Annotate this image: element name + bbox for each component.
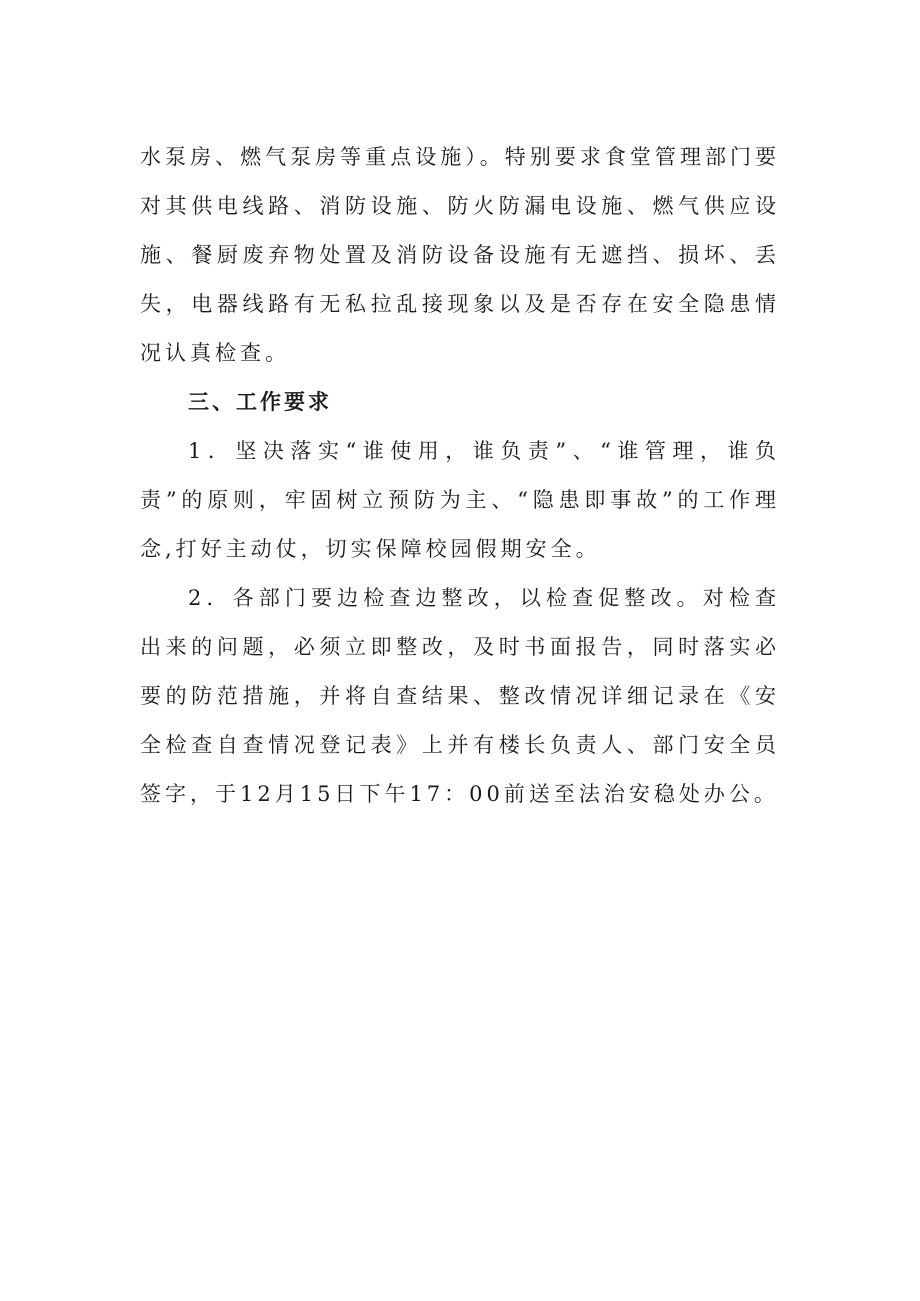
requirement-item-2: 2．各部门要边检查边整改，以检查促整改。对检查出来的问题，必须立即整改，及时书面报告，同时落实必要的防范措施，并将自查结果、整改情况详细记录在《安全检查自查情况登记表》上并有楼长负责人、部门安全员签字，于12月15日下午17：00前送至法治安稳处办公。 [140,586,780,806]
section-heading: 三、工作要求 [188,390,332,414]
continuation-paragraph: 水泵房、燃气泵房等重点设施）。特别要求食堂管理部门要对其供电线路、消防设施、防火防漏电设施、燃气供应设施、餐厨废弃物处置及消防设备设施有无遮挡、损坏、丢失，电器线路有无私拉乱接现象以及是否存在安全隐患情况认真检查。 [140,145,780,365]
document-body [140,133,780,819]
requirement-item-1: 1．坚决落实“谁使用，谁负责”、“谁管理，谁负责”的原则，牢固树立预防为主、“隐患即事故”的工作理念,打好主动仗，切实保障校园假期安全。 [140,439,780,561]
